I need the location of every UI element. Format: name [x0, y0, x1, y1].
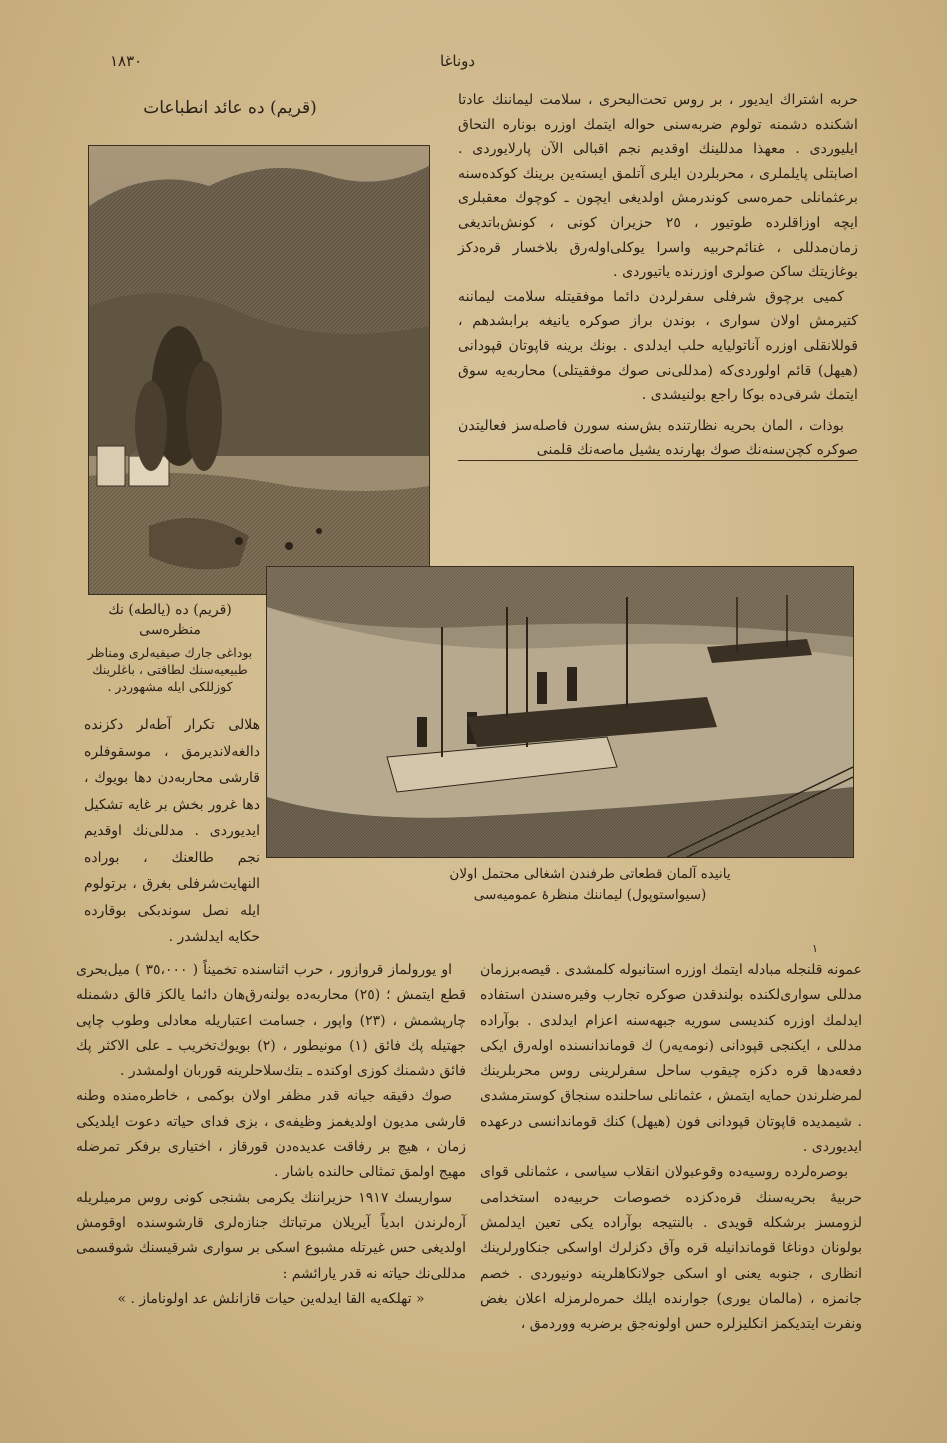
underline-divider	[458, 460, 858, 461]
sevastopol-photo	[266, 566, 854, 858]
yalta-photo	[88, 145, 430, 595]
paragraph: هلالى تكرار آطه‌لر دكزنده دالغه‌لانديرمق ، موسقوفلره قارشى محاربه‌دن دها بويوك ، دها غرور بخش بر غايه تشكيل ايديوردى . مدللى‌نك اوقديم نجم طالعنك ، بوراده النهايت‌شرفلى بغرق ، برتولوم ايله نصل سوندبكى بوقارده حكايه ايدلشدر .	[84, 717, 260, 945]
sevastopol-caption-line2: (سيواستوپول) ليماننك منظرۀ عموميه‌سى	[473, 887, 707, 903]
article-column-left-mid	[84, 712, 260, 951]
page-number: ١٨٣٠	[110, 52, 143, 70]
column-number: ١	[812, 942, 818, 955]
sevastopol-caption	[380, 864, 800, 906]
article-column-bottom-left	[76, 958, 466, 1312]
paragraph: بوصرەلرده روسيه‌ده وقوعبولان انقلاب سياسى ، عثمانلى قواى حربيۀ بحريه‌سنك قره‌دكزده خصوصات حربيه‌ده استخدامى لزومسز برشكله قويدى . بالنتيجه بوآراده يكى تعين ايدلمش بولونان دوناغا قوماندانيله قره وآق دكزلرك اواسكى جنكاورلرينك انظارى ، جنوبه يعنى او اسكى جولانكاهلرينه دونيوردى . خصم جانمزه ، (مالمان يورى) جوارنده ايلك حمره‌لرمزله اعلان بغض ونفرت ايتديكمز انكليزلره حس اولونه‌جق برضربه‌ ووردمق ،	[480, 1164, 862, 1333]
paragraph: بوذات ، المان بحريه نظارتنده بش‌سنه سورن فاصله‌سز فعاليتدن صوكره كچن‌سنه‌نك صوك بهارنده يشيل ماصه‌نك قلمنى	[458, 417, 858, 459]
yalta-caption-title: (قريم) ده (يالطه) نك منظره‌سى	[108, 602, 232, 638]
yalta-caption-subtitle: بوداغى جارك صيفيه‌لرى ومناظر طبيعيه‌سنك لطافتى ، باغلرينك كوزللكى ايله مشهوردر .	[87, 645, 253, 694]
paragraph: سواريسك ١٩١٧ حزيراننك يكرمى بشنجى كونى روس مرميلريله آرەلرندن ابدياً آيريلان مرتباتك جنازه‌لرى قارشوسنده اوقومش اولديغى حس غيرتله مشبوع اسكى بر سوارى شرقيسنك شوقسمى مدللى‌نك حياته نه قدر يارائشم :	[76, 1189, 466, 1282]
paragraph: صوك دقيقه جيانه قدر مظفر اولان بوكمى ، خاطره‌منده وطنه قارشى مديون اولديغمز وظيفه‌ى ، بزى فداى حياته دعوت ايلديكى زمان ، هيچ بر رفاقت عديده‌دن قورقاز ، اختيارى برفكر تمرضله مهيج اولمق تمثالى حالنده باشار .	[76, 1088, 466, 1181]
paragraph: كميى برچوق شرفلى سفرلردن دائما موفقيتله سلامت ليماننه كتيرمش اولان سوارى ، بوندن براز صوكره يانيغه برابشدهم ، قوللانقلى اوزره آناتوليايه حلب ايدلدى . بونك برينه قاپوتان قپودانى (هيهل) قائم اولوردى‌كه (مدللى‌نى صوك موفقيتلى) محاربه‌يه سوق ايتمك شرفى‌ده بوكا راجع بولنيشدى .	[458, 288, 858, 404]
article-column-right-top	[458, 88, 858, 488]
running-title: دوناغا	[440, 52, 476, 70]
paragraph: عمونه قلنجله مبادله ايتمك اوزره استانبوله كلمشدى . قيصه‌برزمان مدللى سوارى‌لكنده بولندقدن صوكره تجارب وفيره‌سندن استفاده ايدلمك اوزره كنديسى سوريه جبهه‌سنه اعزام ايدلدى . بوآراده مدللى ، ايكنجى قپودانى (نومه‌يەر) ك قوماندانسنده اولەرق ايكى دفعه‌دها قره دكزه چيقوب ساحل سفرلرينى روس محربلرينك لمرضلرندن حمايه ايتمش ، عثمانلى ساحلنده سنجاق كوسترمشدى . شيمديده قاپوتان قپودانى فون (هيهل) كنك قوماندانسى درعهده ايديوردى .	[480, 962, 862, 1156]
paragraph: حربه اشتراك ايديور ، بر روس تحت‌البحرى ، سلامت ليماننك عادتا اشكنده دشمنه تولوم ضربه‌سنى حواله ايتمك اوزره بوناره التحاق ايليوردى . معهذا مدللينك اوقديم نجم اقبالى الآن پارلايوردى . اصابتلى پايلملرى ، محربلردن ايلرى آتلمق ايسته‌ين برينك كوكده‌سنه برعثمانلى حمره‌سى كوندرمش اولديغى ايچون ـ كوچوك معقبلرى ايچه اوزاقلرده طوتيور ، ٢٥ حزيران كونى ، كونش‌باتديغى زمان‌مدللى ، غنائم‌حربيه واسرا يوكلى‌اولەرق بلاخسار قرەدكز بوغازيتك ساكن صولرى اوزرنده ياتيوردى .	[458, 92, 858, 281]
sevastopol-caption-line1: يانيده آلمان قطعاتى طرفندن اشغالى محتمل اولان	[449, 866, 731, 882]
yalta-caption	[82, 600, 258, 695]
article-column-bottom-right	[480, 958, 862, 1337]
photo-top-caption: (قريم) ده عائد انطباعات	[143, 98, 317, 118]
sevastopol-harbor-illustration	[267, 567, 853, 857]
yalta-landscape-illustration	[89, 146, 429, 594]
quotation: « تهلكه‌يه القا ايدلەين حيات قازانلش عد اولوناماز . »	[117, 1290, 425, 1307]
paragraph: او يورولماز قروازور ، حرب اثناسنده تخميناً ( ٣٥،٠٠٠ ) ميل‌بحرى قطع ايتمش ؛ (٢٥) محاربه‌ده بولنه‌رق‌هان دائما يالكز قالق دشمنله چارپشمش ، (٢٣) واپور ، جسامت اعتباريله معادلى وطوب چاپى جهتيله پك فائق (١) مونيطور ، (٢) بويوك‌تخريب ـ على الاكثر پك فائق دشمنك كوزى اوكنده ـ بتك‌سلاحلرينه قوربان اولمشدر .	[76, 962, 467, 1080]
